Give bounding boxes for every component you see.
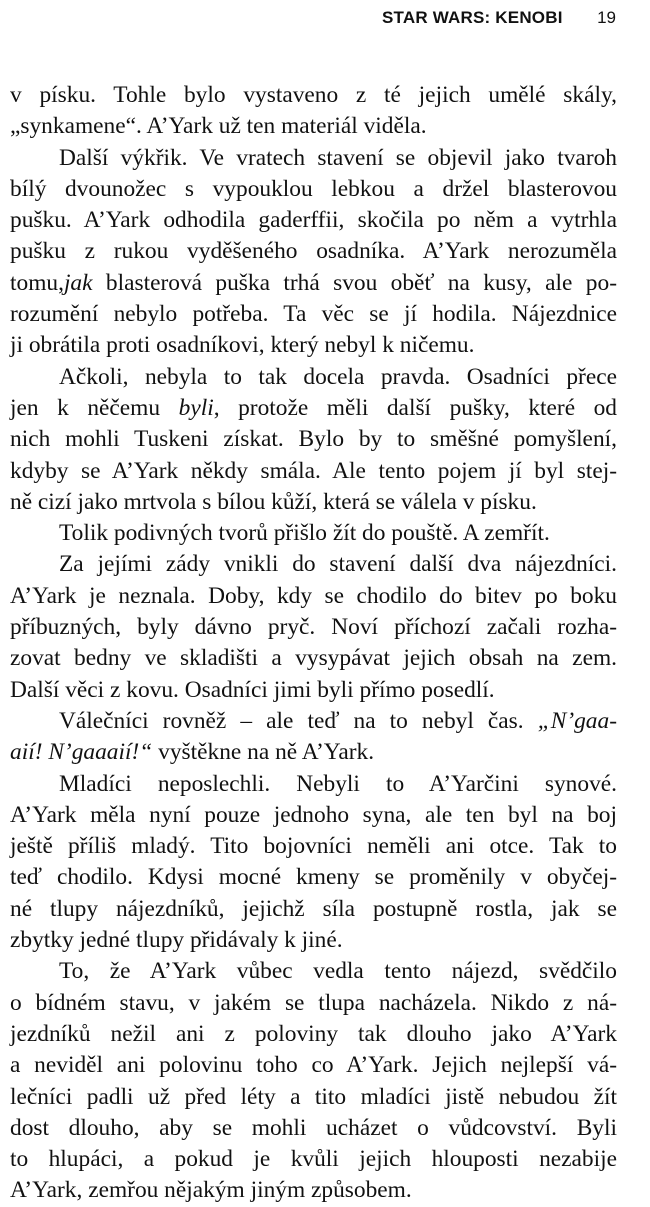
page-header [382,8,616,28]
text-line: lečníci padli už před léty a tito mladíci jistě nebudou žít [10,1083,617,1110]
paragraph-8 [10,956,617,1206]
text-line: „synkamene“. A’Yark už ten materiál viděla. [10,113,427,140]
paragraph-3 [10,362,617,518]
emphasis: jak [63,269,93,296]
text-line [10,706,617,737]
text-line: Mladíci neposlechli. Nebyli to A’Yarčini synové. [59,770,617,797]
text-line: A’Yark, zemřou nějakým jiným způsobem. [10,1177,412,1204]
text-line: o bídném stavu, v jakém se tlupa nacházela. Nikdo z ná- [10,989,617,1016]
text-line: zovat bedny ve skladišti a vysypávat jejich obsah na zem. [10,645,617,672]
text-line: Ačkoli, nebyla to tak docela pravda. Osadníci přece [59,363,617,390]
page-number: 19 [597,8,616,27]
text-line: to hlupáci, a pokud je kvůli jejich hlouposti nezabije [10,1146,617,1173]
paragraph-5 [10,549,617,705]
text-line: A’Yark je neznala. Doby, kdy se chodilo do bitev po boku [10,582,617,609]
paragraph-7 [10,769,617,957]
text-fragment: tomu, [10,269,64,296]
text-fragment: blasterová puška trhá svou oběť na kusy, ale po- [105,269,617,296]
text-fragment: Válečníci rovněž – ale teď na to nebyl čas. [59,707,524,734]
text-line [10,737,617,768]
emphasis: byli [178,394,214,421]
text-line: bílý dvounožec s vypouklou lebkou a držel blasterovou [10,175,617,202]
text-line: dost dlouho, aby se mohli ucházet o vůdcovství. Byli [10,1114,617,1141]
text-line: nich mohli Tuskeni získat. Bylo by to směšné pomyšlení, [10,426,617,453]
text-fragment: vyštěkne na ně A’Yark. [158,739,375,766]
text-line: teď chodilo. Kdysi mocné kmeny se proměnily v obyčej- [10,864,617,891]
text-line: pušku. A’Yark odhodila gaderffii, skočila po něm a vytrhla [10,207,617,234]
text-line: jezdníků nežil ani z poloviny tak dlouho jako A’Yark [10,1020,617,1047]
emphasis: „N’gaa- [537,707,617,734]
paragraph-2 [10,143,617,362]
paragraph-4 [10,518,617,549]
paragraph-6 [10,706,617,769]
text-fragment: , protože měli další pušky, které od [213,394,617,421]
running-title: STAR WARS: KENOBI [381,8,563,27]
text-line: Další věci z kovu. Osadníci jimi byli přímo posedlí. [10,676,495,703]
text-line: To, že A’Yark vůbec vedla tento nájezd, svědčilo [59,958,617,985]
text-line: Další výkřik. Ve vratech stavení se objevil jako tvaroh [59,144,617,171]
text-line: zbytky jedné tlupy přidávaly k jiné. [10,927,343,954]
text-line: Tolik podivných tvorů přišlo žít do pouště. A zemřít. [59,520,550,547]
text-line: ještě příliš mladý. Tito bojovníci neměli ani otce. Tak to [10,833,617,860]
text-fragment: jen k něčemu [10,394,161,421]
text-line: kdyby se A’Yark někdy smála. Ale tento pojem jí byl stej- [10,457,617,484]
text-line [10,393,617,424]
text-line: rozumění nebylo potřeba. Ta věc se jí hodila. Nájezdnice [10,301,617,328]
text-line: v písku. Tohle bylo vystaveno z té jejich umělé skály, [10,82,617,108]
body-text [10,80,617,1207]
paragraph-1 [10,80,617,143]
text-line: ně cizí jako mrtvola s bílou kůží, která se válela v písku. [10,488,537,515]
text-line: příbuzných, byly dávno pryč. Noví příchozí začali rozha- [10,614,617,641]
text-line: ji obrátila proti osadníkovi, který nebyl k ničemu. [10,332,475,359]
text-line: né tlupy nájezdníků, jejichž síla postupně rostla, jak se [10,895,617,922]
emphasis: aií! N’gaaaií!“ [10,739,153,766]
text-line: pušku z rukou vyděšeného osadníka. A’Yark nerozuměla [10,238,617,265]
text-line: a neviděl ani polovinu toho co A’Yark. Jejich nejlepší vá- [10,1052,617,1079]
text-line: A’Yark měla nyní pouze jednoho syna, ale ten byl na boj [10,801,617,828]
text-line: Za jejími zády vnikli do stavení další dva nájezdníci. [59,551,617,578]
text-line [10,268,617,299]
